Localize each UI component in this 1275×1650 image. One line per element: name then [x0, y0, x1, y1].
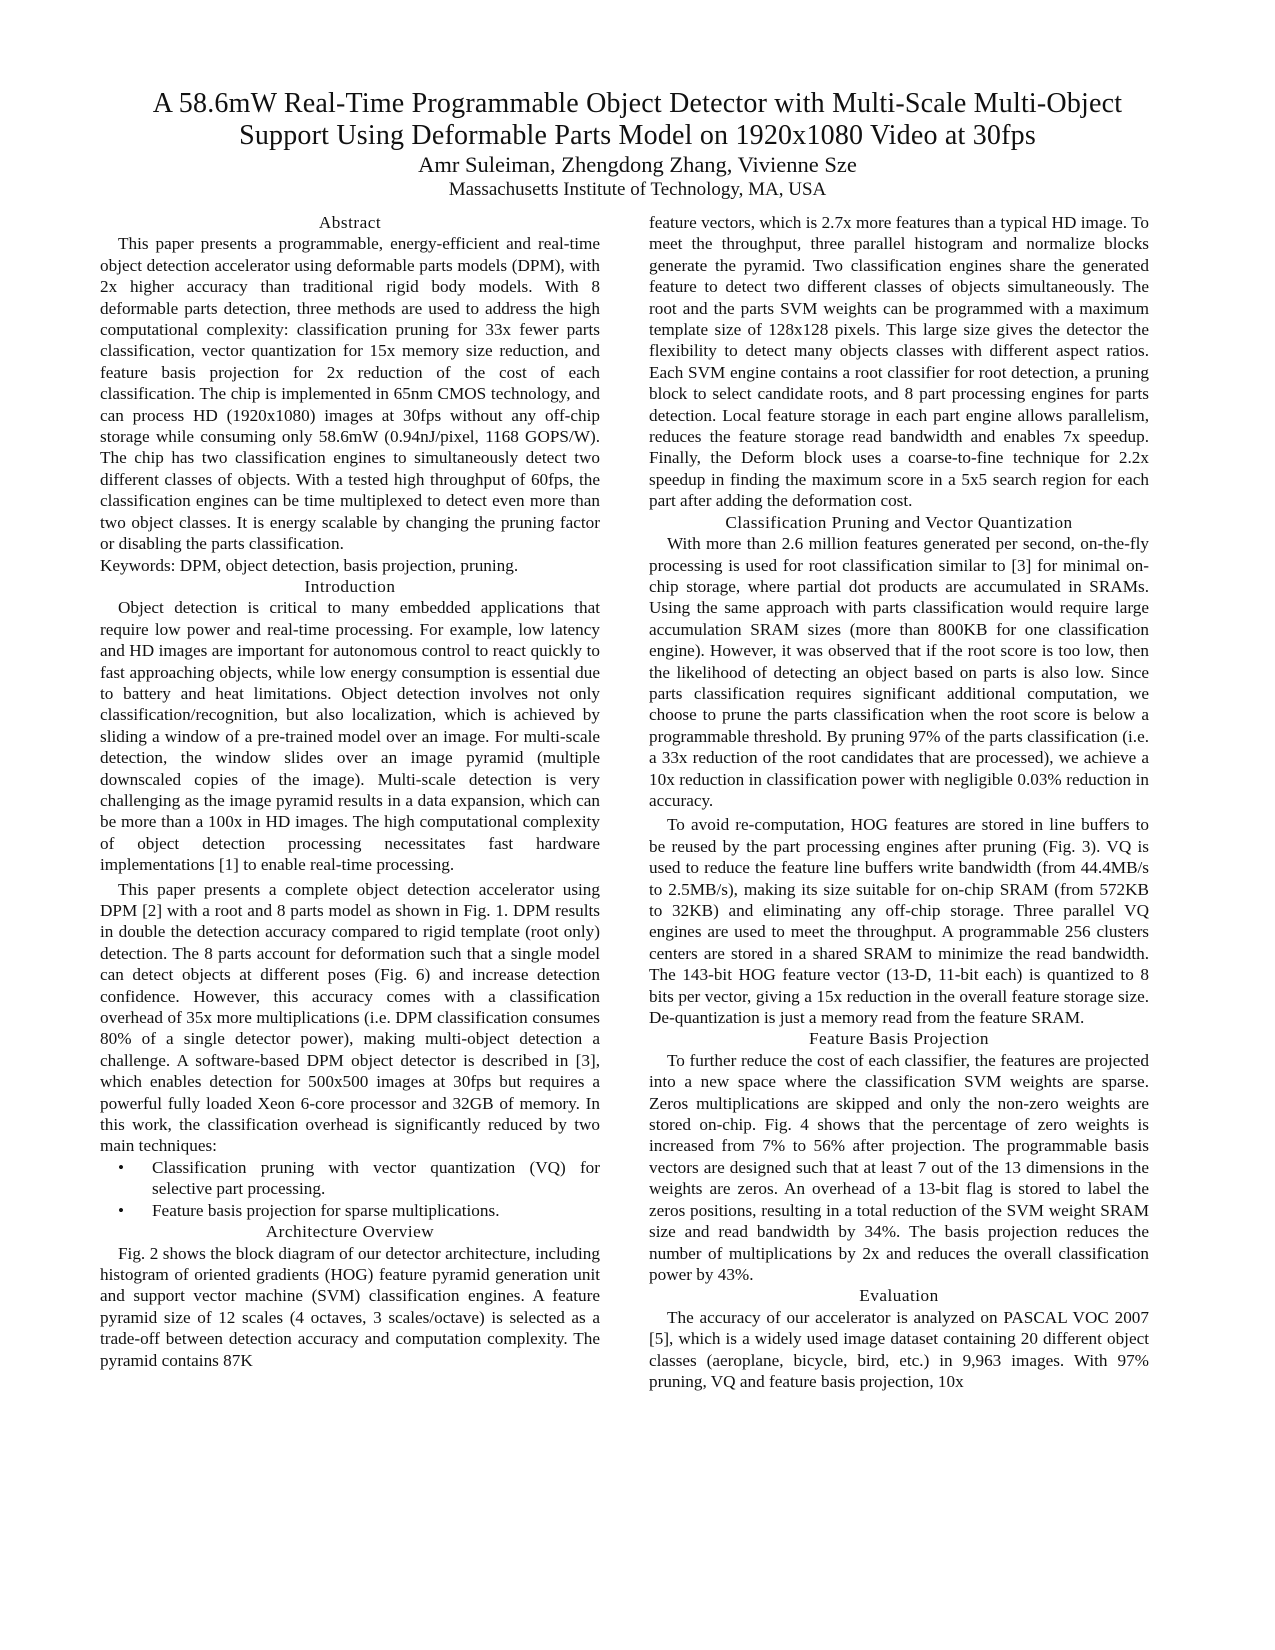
technique-list: [100, 1157, 600, 1221]
basis-heading: Feature Basis Projection: [808, 1029, 990, 1049]
bullet-icon: •: [118, 1157, 125, 1177]
list-item: [100, 1157, 600, 1200]
abstract-heading: Abstract: [318, 213, 382, 232]
title-line-2: Support Using Deformable Parts Model on 1920x1080 Video at 30fps: [239, 120, 1036, 151]
intro-paragraph-2: This paper presents a complete object detection accelerator using DPM [2] with a root and 8 parts model as shown in Fig. 1. DPM results in double the detection accuracy compared to rigid template (root only) detection. The 8 parts account for deformation such that a single model can detect objects at different poses (Fig. 6) and increase detection confidence. However, this accuracy comes with a classification overhead of 35x more multiplications (i.e. DPM classification consumes 80% of a single detector power), making multi-object detection a challenge. A software-based DPM object detector is described in [3], which enables detection for 500x500 images at 30fps but requires a powerful fully loaded Xeon 6-core processor and 32GB of memory. In this work, the classification overhead is significantly reduced by two main techniques:: [100, 879, 600, 1156]
left-column: [100, 212, 600, 1371]
paper-title: [60, 88, 1215, 152]
title-line-1: A 58.6mW Real-Time Programmable Object Detector with Multi-Scale Multi-Object: [152, 88, 1123, 119]
pruning-paragraph-2: To avoid re-computation, HOG features are stored in line buffers to be reused by the part processing engines after pruning (Fig. 3). VQ is used to reduce the feature line buffers write bandwidth (from 44.4MB/s to 2.5MB/s), making its size suitable for on-chip SRAM (from 572KB to 32KB) and eliminating any off-chip storage. Three parallel VQ engines are used to meet the throughput. A programmable 256 clusters centers are stored in a shared SRAM to minimize the read bandwidth. The 143-bit HOG feature vector (13-D, 11-bit each) is quantized to 8 bits per vector, giving a 15x reduction in the overall feature storage size. De-quantization is just a memory read from the feature SRAM.: [649, 815, 1149, 1028]
keywords: Keywords: DPM, object detection, basis projection, pruning.: [100, 555, 519, 575]
evaluation-text: The accuracy of our accelerator is analyzed on PASCAL VOC 2007 [5], which is a widely used image dataset containing 20 different object classes (aeroplane, bicycle, bird, etc.) in 9,963 images. With 97% pruning, VQ and feature basis projection, 10x: [649, 1307, 1149, 1391]
pruning-heading: Classification Pruning and Vector Quantization: [725, 512, 1073, 532]
list-item-text: Classification pruning with vector quantization (VQ) for selective part processing.: [152, 1157, 600, 1199]
authors: Amr Suleiman, Zhengdong Zhang, Vivienne Sze: [418, 152, 857, 177]
bullet-icon: •: [118, 1200, 125, 1220]
right-column: [649, 212, 1149, 1392]
architecture-text-left: Fig. 2 shows the block diagram of our detector architecture, including histogram of oriented gradients (HOG) feature pyramid generation unit and support vector machine (SVM) classification engines. A feature pyramid size of 12 scales (4 octaves, 3 scales/octave) is selected as a trade-off between detection accuracy and computation complexity. The pyramid contains 87K: [100, 1243, 600, 1370]
intro-paragraph-1: Object detection is critical to many embedded applications that require low power and real-time processing. For example, low latency and HD images are important for autonomous control to react quickly to fast approaching objects, while low energy consumption is essential due to battery and heat limitations. Object detection involves not only classification/recognition, but also localization, which is achieved by sliding a window of a pre-trained model over an image. For multi-scale detection, the window slides over an image pyramid (multiple downscaled copies of the image). Multi-scale detection is very challenging as the image pyramid results in a data expansion, which can be more than a 100x in HD images. The high computational complexity of object detection processing necessitates fast hardware implementations [1] to enable real-time processing.: [100, 598, 600, 875]
pruning-paragraph-1: With more than 2.6 million features generated per second, on-the-fly processing is used for root classification similar to [3] for minimal on-chip storage, where partial dot products are accumulated in SRAMs. Using the same approach with parts classification would require large accumulation SRAM sizes (more than 800KB for one classification engine). However, it was observed that if the root score is too low, then the likelihood of detecting an object based on parts is also low. Since parts classification requires significant additional computation, we choose to prune the parts classification when the root score is below a programmable threshold. By pruning 97% of the parts classification (i.e. a 33x reduction of the root candidates that are processed), we achieve a 10x reduction in classification power with negligible 0.03% reduction in accuracy.: [649, 534, 1149, 810]
architecture-heading: Architecture Overview: [265, 1222, 435, 1242]
architecture-text-right: feature vectors, which is 2.7x more features than a typical HD image. To meet the throughput, three parallel histogram and normalize blocks generate the pyramid. Two classification engines share the generated feature to detect two different classes of objects simultaneously. The root and the parts SVM weights can be programmed with a maximum template size of 128x128 pixels. This large size gives the detector the flexibility to detect many objects classes with different aspect ratios. Each SVM engine contains a root classifier for root detection, a pruning block to select candidate roots, and 8 part processing engines for parts detection. Local feature storage in each part engine allows parallelism, reduces the feature storage read bandwidth and enables 7x speedup. Finally, the Deform block uses a coarse-to-fine technique for 2.2x speedup in finding the maximum score in a 5x5 search region for each part after adding the deformation cost.: [649, 213, 1149, 511]
abstract-text: This paper presents a programmable, energy-efficient and real-time object detection accelerator using deformable parts models (DPM), with 2x higher accuracy than traditional rigid body models. With 8 deformable parts detection, three methods are used to address the high computational complexity: classification pruning for 33x fewer parts classification, vector quantization for 15x memory size reduction, and feature basis projection for 2x reduction of the cost of each classification. The chip is implemented in 65nm CMOS technology, and can process HD (1920x1080) images at 30fps without any off-chip storage while consuming only 58.6mW (0.94nJ/pixel, 1168 GOPS/W). The chip has two classification engines to simultaneously detect two different classes of objects. With a tested high throughput of 60fps, the classification engines can be time multiplexed to detect even more than two object classes. It is energy scalable by changing the pruning factor or disabling the parts classification.: [100, 234, 600, 554]
introduction-heading: Introduction: [304, 576, 396, 596]
basis-text: To further reduce the cost of each classifier, the features are projected into a new space where the classification SVM weights are sparse. Zeros multiplications are skipped and only the non-zero weights are stored on-chip. Fig. 4 shows that the percentage of zero weights is increased from 7% to 56% after projection. The programmable basis vectors are designed such that at least 7 out of the 13 dimensions in the weights are zeros. An overhead of a 13-bit flag is stored to label the zeros positions, resulting in a total reduction of the SVM weight SRAM size and read bandwidth by 34%. The basis projection reduces the number of multiplications by 2x and reduces the overall classification power by 43%.: [649, 1050, 1149, 1284]
affiliation: Massachusetts Institute of Technology, MA, USA: [448, 179, 827, 200]
evaluation-heading: Evaluation: [859, 1286, 939, 1306]
list-item: [100, 1200, 600, 1221]
list-item-text: Feature basis projection for sparse multiplications.: [152, 1200, 500, 1220]
